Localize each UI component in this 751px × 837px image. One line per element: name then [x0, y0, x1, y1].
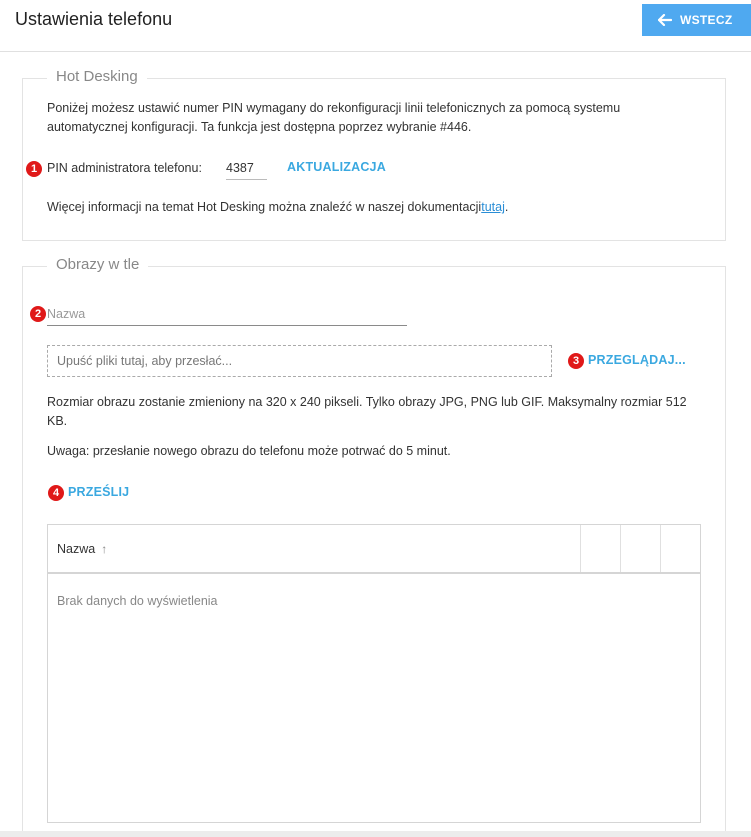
back-button-label: WSTECZ — [680, 13, 733, 27]
images-grid — [47, 524, 701, 823]
upload-button[interactable]: PRZEŚLIJ — [68, 485, 130, 499]
back-button[interactable] — [642, 4, 751, 36]
grid-empty-message: Brak danych do wyświetlenia — [57, 594, 218, 608]
pin-input[interactable] — [226, 156, 267, 180]
arrow-left-icon — [658, 14, 672, 26]
more-info-text — [47, 198, 707, 217]
page-title: Ustawienia telefonu — [15, 9, 173, 29]
file-dropzone[interactable]: Upuść pliki tutaj, aby przesłać... — [47, 345, 552, 377]
browse-button[interactable]: PRZEGLĄDAJ... — [588, 353, 686, 367]
hot-desking-description: Poniżej możesz ustawić numer PIN wymagany do rekonfiguracji linii telefonicznych za pomocą systemu automatycznej konfiguracji. Ta funkcja jest dostępna poprzez wybranie #446. — [47, 101, 621, 134]
update-button[interactable]: AKTUALIZACJA — [287, 160, 386, 174]
more-info-label: Więcej informacji na temat Hot Desking można znaleźć w naszej dokumentacji — [47, 200, 482, 214]
pin-label: PIN administratora telefonu: — [47, 161, 202, 175]
backgrounds-legend: Obrazy w tle — [47, 256, 148, 273]
page-header — [0, 0, 751, 52]
more-info-suffix: . — [504, 200, 509, 214]
image-size-note: Rozmiar obrazu zostanie zmieniony na 320 x 240 pikseli. Tylko obrazy JPG, PNG lub GIF. Maksymalny rozmiar 512 KB. — [47, 395, 687, 428]
hot-desking-legend: Hot Desking — [47, 68, 147, 85]
step-badge-2: 2 — [30, 306, 46, 322]
grid-header — [48, 525, 700, 574]
grid-column-action-1 — [580, 525, 620, 572]
name-input[interactable] — [47, 302, 407, 326]
grid-column-name[interactable] — [57, 542, 107, 556]
grid-column-action-3 — [660, 525, 700, 572]
grid-column-action-2 — [620, 525, 660, 572]
documentation-link[interactable]: tutaj — [481, 200, 505, 214]
bottom-scroll-area — [0, 831, 751, 837]
step-badge-4: 4 — [48, 485, 64, 501]
step-badge-1: 1 — [26, 161, 42, 177]
upload-warning-note: Uwaga: przesłanie nowego obrazu do telefonu może potrwać do 5 minut. — [47, 444, 451, 458]
grid-column-name-label: Nazwa — [57, 542, 96, 556]
arrow-up-icon: ↑ — [101, 542, 108, 556]
step-badge-3: 3 — [568, 353, 584, 369]
